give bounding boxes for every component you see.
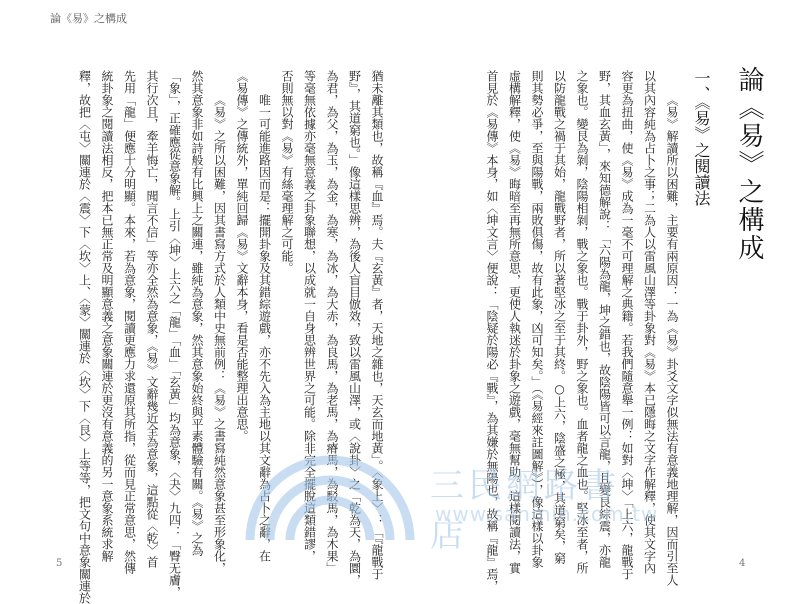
text-column: 《易傳》之傳統外，單純回歸《易》文辭本身，看是否能整理出意思。 (235, 70, 249, 442)
right-page-body (481, 70, 684, 592)
text-column: 然其意象非如詩般有比興上之關連，雖純為意象，然其意象始終與平素體驗有關。《易》之為 (190, 70, 204, 556)
text-column: 則其勢必爭，至與陽戰，兩敗俱傷，故有此象，凶可知矣。」（《易經來註圖解》），像這樣以卦象 (530, 70, 544, 568)
text-column: 唯一可能進路因而是：擺開卦象及其錯綜遊戲，亦不先入為主地以其文辭為占卜之辭，在 (257, 94, 272, 562)
text-column: 野』，其道窮也。」像這樣思辨，為後人盲目倣效，致以雷風山澤，或〈說卦〉之「乾為天，為圜， (347, 70, 362, 586)
page-number-left: 5 (56, 558, 63, 569)
text-column: 「象」，正確應從意象解。上引〈坤〉上六之「龍」「血」「玄黃」均為意象，〈夬〉九四：「臀无膚， (167, 70, 182, 598)
text-column: 容更為扭曲，使《易》成為一毫不可理解之典籍。若我們隨意舉一例：如對〈坤〉「上六，龍戰于 (620, 70, 634, 580)
text-column: 首見於《易傳》本身，如〈坤文言〉便說：「陰疑於陽必『戰』，為其嫌於無陽也，故稱『龍』焉， (485, 70, 499, 592)
left-page-body (73, 70, 388, 604)
running-header: 論《易》之構成 (50, 12, 127, 25)
text-column: 其行次且，牽羊悔亡，聞言不信」等亦全然為意象，《易》文辭幾近全為意象，這點從〈乾〉首 (145, 70, 159, 568)
watermark-name: 三民網路書店 (430, 466, 620, 555)
text-column: 以防龍戰之禍于其始，龍戰野者，所以著堅冰之至于其終。○上六，陰盛之極，其道窮矣，窮 (552, 70, 567, 564)
text-column: 猶未離其類也，故稱『血』焉。夫『玄黃』者，天地之雜也，天玄而地黃」。〈象上〉：「『龍戰于 (370, 70, 384, 580)
text-column: 以其內容純為占卜之事；二為人以雷風山澤等卦象對《易》本已隱晦之文字作解釋，使其文字內 (642, 70, 657, 574)
text-column: 先用「龍」便應十分明顯。本來，若為意象，閱讀更應力求還原其所指，從而見正常意思，然傳 (122, 70, 137, 574)
text-column: 之象也。變艮為剝，陰陽相剝，戰之象也。戰于卦外，野之象也。血者龍之血也。堅冰至者，所 (575, 70, 589, 574)
text-column: 統卦象之閱讀法相反，把本已無正常及明顯意義之意象關連於更沒有意義的另一意象系統求解 (100, 70, 114, 562)
text-column: 野，其血玄黃」，來知德解說：「六陽為龍，坤之錯也，故陰陽皆可以言龍，且變艮綜震，亦龍 (597, 70, 612, 568)
text-column: 否則無以對《易》有絲毫理解之可能。 (280, 70, 294, 274)
text-column: 等毫無依據亦毫無意義之卦象聯想，以成就一自身思辨世界之可能。除非完全擺脫這類錯謬， (302, 70, 317, 562)
watermark-url: www.sanmin.com.tw (435, 502, 659, 526)
text-column: 虛構解釋，使《易》晦暗至再無所意思，更使人執迷於卦象之遊戲，毫無幫助。這樣閱讀法，實 (507, 70, 522, 574)
chapter-title: 論《易》之構成 (734, 66, 764, 262)
text-column: 釋，故把〈屯〉關連於〈震〉下〈坎〉上、〈蒙〉關連於〈坎〉下〈艮〉上等等，把文句中意象關連於 (77, 70, 92, 604)
page-number-right: 4 (739, 558, 746, 569)
section-heading: 一、《易》之閱讀法 (692, 70, 711, 206)
text-column: 《易》解讀所以困難，主要有兩原因：一為《易》卦爻文字似無法有意義地理解，因而引至人 (665, 94, 679, 586)
text-column: 為君，為父，為玉，為金，為寒，為冰，為大赤，為良馬，為老馬，為瘠馬，為駁馬，為木果」 (325, 70, 339, 574)
text-column: 《易》之所以困難，因其書寫方式於人類中史無前例：《易》之書寫純然意象甚至形象化， (212, 94, 227, 574)
